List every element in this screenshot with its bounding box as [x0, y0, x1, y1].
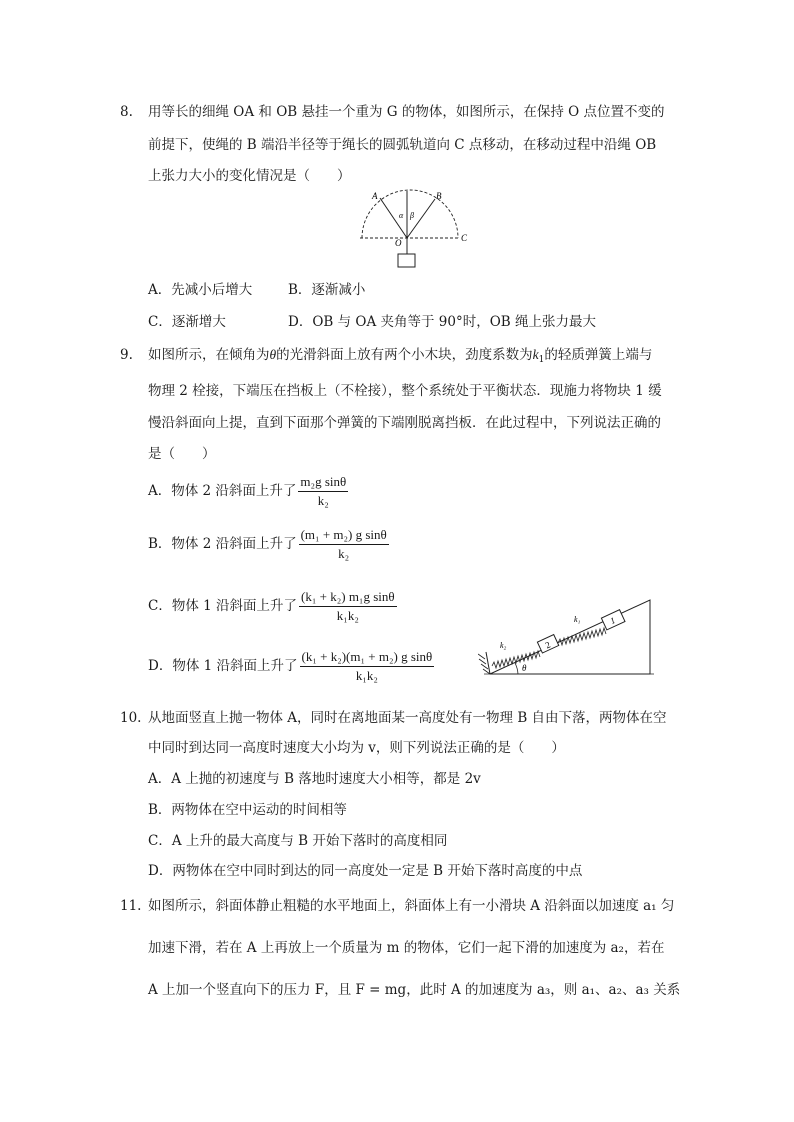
q8-figure-arc-diagram [350, 188, 470, 272]
q10-option-C[interactable]: C．A 上升的最大高度与 B 开始下落时的高度相同 [148, 833, 448, 849]
q9-option-D-text: D．物体 1 沿斜面上升了 [148, 658, 298, 674]
q9-option-D[interactable] [148, 648, 436, 684]
q9-line-3: 慢沿斜面向上提，直到下面那个弹簧的下端刚脱离挡板．在此过程中，下列说法正确的 [148, 415, 661, 431]
q9-option-C[interactable] [148, 588, 399, 624]
q9-label-block-2: 2 [543, 639, 552, 651]
q10-number: 10. [120, 710, 142, 726]
q9-line-1b: 的光滑斜面上放有两个小木块，劲度系数为 [276, 347, 533, 363]
q8-label-alpha: α [399, 211, 404, 220]
q11-line-3: A 上加一个竖直向下的压力 F，且 F = mg，此时 A 的加速度为 a₃，则 a₁、a₂、a₃ 关系 [148, 982, 681, 998]
q9-option-D-fraction [300, 649, 435, 684]
q8-label-B: B [436, 191, 442, 201]
q9-k1: k [532, 347, 539, 362]
q9-label-k1: k₁ [574, 615, 581, 624]
q9-option-C-denominator: k₁k₂ [336, 608, 359, 623]
q9-label-k2: k₂ [500, 641, 507, 650]
q9-option-A-fraction [298, 474, 348, 509]
q11-line-2: 加速下滑，若在 A 上再放上一个质量为 m 的物体，它们一起下滑的加速度为 a₂，若在 [148, 940, 665, 956]
q9-option-C-numerator: (k₁ + k₂) m₁g sinθ [299, 589, 397, 607]
q10-option-A[interactable]: A．A 上抛的初速度与 B 落地时速度大小相等，都是 2v [148, 771, 481, 787]
q9-option-B[interactable] [148, 526, 391, 562]
q10-line-1: 从地面竖直上抛一物体 A，同时在离地面某一高度处有一物理 B 自由下落，两物体在空 [148, 710, 667, 726]
q9-option-B-numerator: (m₁ + m₂) g sinθ [299, 527, 389, 545]
q8-line-1: 用等长的细绳 OA 和 OB 悬挂一个重为 G 的物体，如图所示，在保持 O 点位置不变的 [148, 104, 665, 120]
q9-line-2: 物理 2 栓接，下端压在挡板上（不栓接），整个系统处于平衡状态．现施力将物块 1 缓 [148, 383, 662, 399]
q9-option-A-text: A．物体 2 沿斜面上升了 [148, 483, 297, 499]
q8-label-A: A [372, 191, 378, 201]
q9-label-theta: θ [522, 663, 527, 673]
q9-theta: θ [269, 347, 277, 362]
q9-option-C-fraction [299, 589, 397, 624]
q8-option-C[interactable]: C．逐渐增大 [148, 314, 226, 330]
q8-option-D[interactable]: D．OB 与 OA 夹角等于 90°时，OB 绳上张力最大 [288, 314, 597, 330]
q8-line-3: 上张力大小的变化情况是（ ） [148, 168, 351, 184]
q9-option-A[interactable] [148, 473, 350, 509]
q8-label-beta: β [410, 211, 414, 220]
q11-number: 11. [120, 898, 142, 914]
q9-label-block-1: 1 [608, 615, 617, 627]
q9-option-C-text: C．物体 1 沿斜面上升了 [148, 598, 298, 614]
q9-spring-k1 [558, 628, 606, 645]
q8-option-B[interactable]: B．逐渐减小 [288, 282, 366, 298]
q8-number: 8. [120, 104, 133, 120]
q9-option-D-numerator: (k₁ + k₂)(m₁ + m₂) g sinθ [300, 649, 435, 667]
q8-option-A[interactable]: A．先减小后增大 [148, 282, 253, 298]
q9-line-1: 如图所示，在倾角为θ的光滑斜面上放有两个小木块，劲度系数为$k_1$的轻质弹簧上端与 [148, 347, 653, 365]
q9-number: 9. [120, 347, 133, 363]
q9-line-1a: 如图所示，在倾角为 [148, 347, 270, 363]
q9-option-B-text: B．物体 2 沿斜面上升了 [148, 536, 297, 552]
q9-option-A-numerator: m₂g sinθ [298, 474, 348, 492]
q11-line-1: 如图所示，斜面体静止粗糙的水平地面上，斜面体上有一小滑块 A 沿斜面以加速度 a₁ 匀 [148, 898, 675, 914]
q8-label-C: C [461, 233, 468, 243]
q8-label-O: O [395, 238, 402, 248]
q9-line-1c: 的轻质弹簧上端与 [544, 347, 653, 363]
q9-line-4: 是（ ） [148, 446, 216, 462]
q9-option-D-denominator: k₁k₂ [355, 668, 378, 683]
q10-option-D[interactable]: D．两物体在空中同时到达的同一高度处一定是 B 开始下落时高度的中点 [148, 863, 583, 879]
q10-line-2: 中同时到达同一高度时速度大小均为 v，则下列说法正确的是（ ） [148, 740, 565, 756]
q9-figure-incline-springs [478, 592, 660, 682]
q9-option-A-denominator: k₂ [317, 493, 329, 508]
q9-option-B-fraction [299, 527, 389, 562]
q8-line-2: 前提下，使绳的 B 端沿半径等于绳长的圆弧轨道向 C 点移动，在移动过程中沿绳 OB [148, 137, 657, 153]
q9-option-B-denominator: k₂ [338, 546, 350, 561]
q10-option-B[interactable]: B．两物体在空中运动的时间相等 [148, 802, 347, 818]
